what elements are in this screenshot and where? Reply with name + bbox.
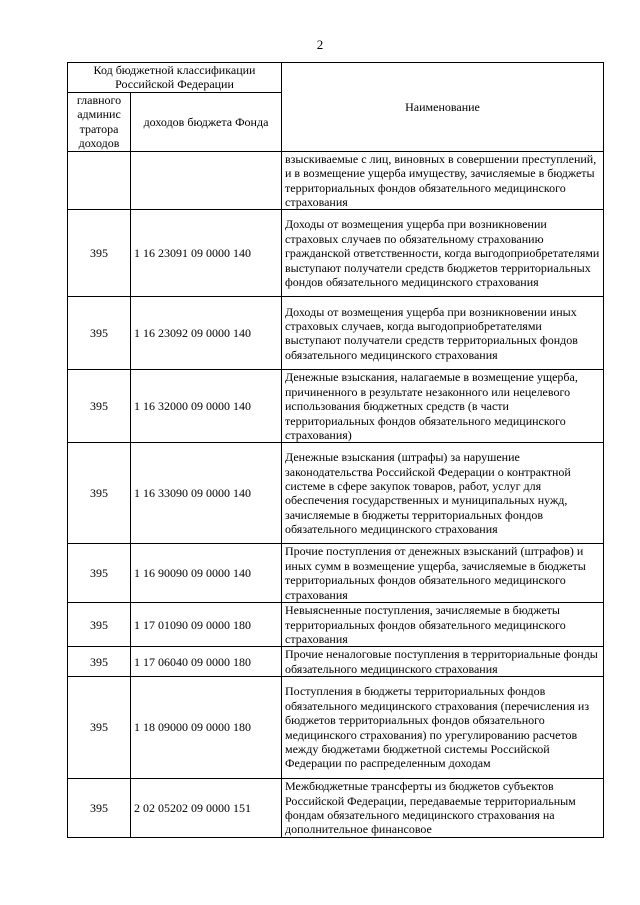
header-budget-code-group: Код бюджетной классификации Российской Федерации: [68, 63, 282, 93]
table-header-row: [68, 63, 604, 93]
cell-admin-code: 395: [68, 443, 131, 544]
table-row: [68, 603, 604, 647]
table-row: [68, 779, 604, 838]
cell-name: Доходы от возмещения ущерба при возникновении страховых случаев по обязательному страхованию гражданской ответственности, когда выгодоприобретателями выступают получатели средств бюджетов территориальных фондов обязательного медицинского страхования: [282, 210, 604, 297]
cell-name: Межбюджетные трансферты из бюджетов субъектов Российской Федерации, передаваемые территориальным фондам обязательного медицинского страхования на дополнительное финансовое: [282, 779, 604, 838]
cell-revenue-code: 1 16 90090 09 0000 140: [131, 544, 282, 603]
cell-name: Денежные взыскания, налагаемые в возмещение ущерба, причиненного в результате незаконного или нецелевого использования бюджетных средств (в части территориальных фондов обязательного медицинского страхования): [282, 370, 604, 443]
cell-admin-code: 395: [68, 677, 131, 779]
cell-revenue-code: [131, 151, 282, 210]
cell-admin-code: 395: [68, 603, 131, 647]
cell-revenue-code: 1 18 09000 09 0000 180: [131, 677, 282, 779]
cell-revenue-code: 1 17 01090 09 0000 180: [131, 603, 282, 647]
cell-revenue-code: 2 02 05202 09 0000 151: [131, 779, 282, 838]
cell-admin-code: 395: [68, 544, 131, 603]
cell-admin-code: 395: [68, 297, 131, 370]
cell-name: взыскиваемые с лиц, виновных в совершении преступлений, и в возмещение ущерба имуществу, зачисляемые в бюджеты территориальных фондов обязательного медицинского страхования: [282, 151, 604, 210]
table-row: [68, 647, 604, 677]
header-fund-revenue-code: доходов бюджета Фонда: [131, 92, 282, 151]
cell-revenue-code: 1 16 33090 09 0000 140: [131, 443, 282, 544]
cell-admin-code: [68, 151, 131, 210]
header-main-administrator: главного админис тратора доходов: [68, 92, 131, 151]
cell-name: Прочие поступления от денежных взысканий (штрафов) и иных сумм в возмещение ущерба, зачисляемые в бюджеты территориальных фондов обязательного медицинского страхования: [282, 544, 604, 603]
page-number: 2: [316, 37, 324, 52]
cell-name: Прочие неналоговые поступления в территориальные фонды обязательного медицинского страхования: [282, 647, 604, 677]
cell-revenue-code: 1 16 23092 09 0000 140: [131, 297, 282, 370]
cell-revenue-code: 1 16 32000 09 0000 140: [131, 370, 282, 443]
cell-admin-code: 395: [68, 779, 131, 838]
budget-classification-table: [67, 62, 604, 838]
cell-name: Денежные взыскания (штрафы) за нарушение законодательства Российской Федерации о контрактной системе в сфере закупок товаров, работ, услуг для обеспечения государственных и муниципальных нужд, зачисляемые в бюджеты территориальных фондов обязательного медицинского страхования: [282, 443, 604, 544]
table-row: [68, 370, 604, 443]
table-row: [68, 297, 604, 370]
table-row: [68, 151, 604, 210]
table-row: [68, 210, 604, 297]
table-row: [68, 677, 604, 779]
cell-admin-code: 395: [68, 210, 131, 297]
cell-name: Доходы от возмещения ущерба при возникновении иных страховых случаев, когда выгодоприобретателями выступают получатели средств территориальных фондов обязательного медицинского страхования: [282, 297, 604, 370]
cell-revenue-code: 1 17 06040 09 0000 180: [131, 647, 282, 677]
cell-admin-code: 395: [68, 370, 131, 443]
table-row: [68, 443, 604, 544]
cell-admin-code: 395: [68, 647, 131, 677]
table-row: [68, 544, 604, 603]
header-name: Наименование: [282, 63, 604, 152]
cell-name: Невыясненные поступления, зачисляемые в бюджеты территориальных фондов обязательного медицинского страхования: [282, 603, 604, 647]
cell-revenue-code: 1 16 23091 09 0000 140: [131, 210, 282, 297]
cell-name: Поступления в бюджеты территориальных фондов обязательного медицинского страхования (перечисления из бюджетов территориальных фондов обязательного медицинского страхования) по урегулированию расчетов между бюджетами бюджетной системы Российской Федерации по распределенным доходам: [282, 677, 604, 779]
